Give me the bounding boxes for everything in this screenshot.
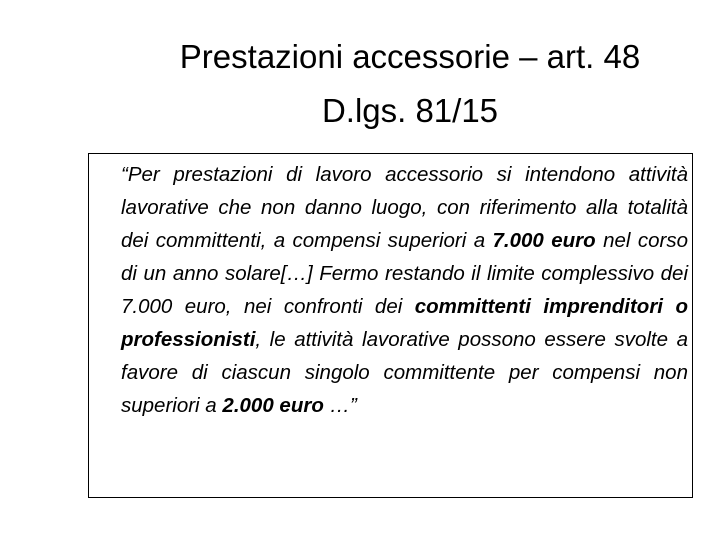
quote-amount-2000: 2.000 euro (222, 394, 324, 417)
title-line-1: Prestazioni accessorie – art. 48 (179, 38, 641, 75)
quote-text (121, 158, 688, 422)
quote-committenti-emphasis: committenti imprenditori o professionisti (121, 295, 688, 351)
quote-segment: , le attività lavorative possono essere svolte a favore di ciascun singolo committente per compensi non superiori a (121, 328, 688, 417)
quote-segment: “Per prestazioni di lavoro accessorio si intendono attività lavorative che non danno luogo, con riferimento alla totalità dei committenti, a compensi superiori a (121, 163, 688, 252)
quote-amount-7000: 7.000 euro (492, 229, 596, 252)
slide-title (90, 30, 720, 138)
title-line-2: D.lgs. 81/15 (321, 92, 499, 129)
quote-segment: nel corso di un anno solare[…] Fermo restando il limite complessivo dei 7.000 euro, nei confronti dei (121, 229, 689, 318)
quote-segment: …” (323, 394, 357, 417)
